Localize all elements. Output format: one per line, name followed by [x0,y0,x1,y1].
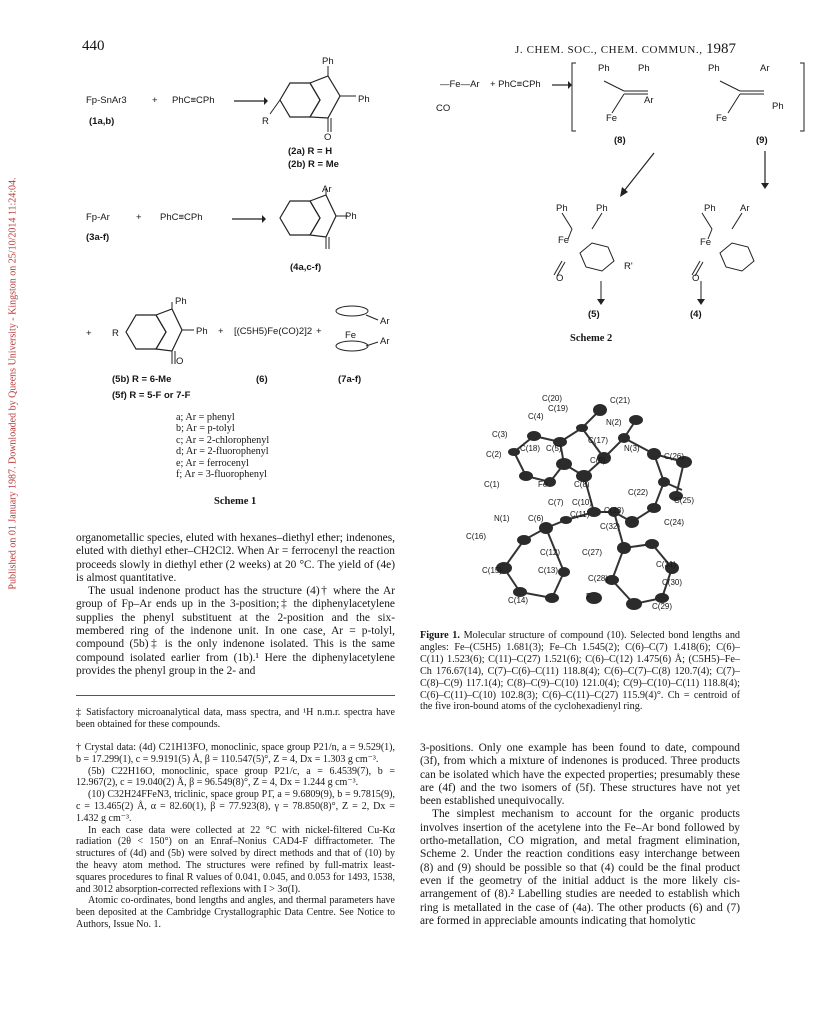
ph-label: Ph [638,63,650,74]
atom-label: C(12) [540,548,561,557]
r-label: R [112,328,119,339]
atom-label: Fe [538,480,548,489]
co-label: CO [436,103,451,114]
arrow-to-5 [618,151,658,201]
ph-label: Ph [704,203,716,214]
list-item: a; Ar = phenyl [176,412,235,423]
o-label: O [324,132,332,143]
atom-label: C(1) [484,480,500,489]
fe-label: Fe [345,330,357,341]
plus-sign: + [316,326,322,337]
ar-label: Ar [380,336,390,347]
caption-head: Figure 1. [420,630,460,641]
atom-label: C(13) [538,566,559,575]
paragraph: organometallic species, eluted with hexanes–diethyl ether; indenones, eluted with diethyl ether–CH2Cl2. When Ar = ferrocenyl the reaction proceeds slowly in diethyl ether (2 weeks) at 20 °C. The yield of (4e) is almost quantitative. [76,532,395,584]
label-2a: (2a) R = H [288,146,333,157]
dimer-formula: [(C5H5)Fe(CO)2]2 [234,326,313,337]
download-note: Published on 01 January 1987. Downloaded by Queens University - Kingston on 25/10/2014 11:24:04. [7,177,19,590]
fe-label: Fe [716,113,728,124]
o-label: O [556,273,564,284]
figure-1-caption [420,630,740,713]
atom-label: C(4) [528,412,544,421]
metallacycle-4 [672,205,772,285]
scheme-1-title: Scheme 1 [214,496,257,507]
atom-label: C(3) [492,430,508,439]
scheme-2-title: Scheme 2 [570,333,613,344]
atom-label: C(15) [482,566,503,575]
figure-1-ortep [464,372,704,622]
footnote: † Crystal data: (4d) C21H13FO, monoclinic, space group P21/n, a = 9.529(1), b = 17.299(1), c = 9.9191(5) Å, β = 110.547(5)°, Z = 4, Dx = 1.303 g cm⁻³. [76,742,395,765]
ph-label: Ph [596,203,608,214]
ph-label: Ph [175,296,187,307]
atom-label: N(1) [494,514,510,523]
atom-label: C(8) [574,480,590,489]
ar-substituent-list [176,412,269,480]
left-column-text [76,532,395,678]
atom-label: C(30) [662,578,683,587]
list-item: e; Ar = ferrocenyl [176,457,249,469]
label-5b: (5b) R = 6-Me [112,374,172,385]
list-item: d; Ar = 2-fluorophenyl [176,446,269,458]
reaction-arrow [232,214,266,224]
ar-label: Ar [322,184,332,195]
ar-label: Ar [644,95,654,106]
atom-label: C(22) [628,488,649,497]
atom-label: F [586,592,591,601]
atom-label: C(21) [610,396,631,405]
atom-label: C(26) [664,452,685,461]
label-5f: (5f) R = 5-F or 7-F [112,390,191,401]
label-9: (9) [756,135,768,146]
label-7af: (7a-f) [338,374,362,385]
atom-label: C(5) [546,444,562,453]
label-8: (8) [614,135,626,146]
atom-label: C(10) [572,498,593,507]
ferrocene-7-structure [330,302,390,358]
caption-text: Molecular structure of compound (10). Selected bond lengths and angles: Fe–(C5H5) 1.681(3); Fe–Ch 1.545(2); C(6)–C(7) 1.418(6); C(6)–C(11) 1.523(6); C(11)–C(27) 1.521(6); C(6)–C(12) 1.475(6) Å; (C5H5)–Fe–Ch 176.67(14), C(7)–C(6)–C(11) 118.8(4); C(6)–C(7)–C(8) 120.7(4); C(7)–C(8)–C(9) 117.1(4); C(8)–C(9)–C(10) 121.0(4); C(9)–C(10)–C(11) 118.8(4); C(6)–C(11)–C(10) 102.8(3); C(6)–C(11)–C(27) 115.9(4)°. Ch = centroid of the five iron-bound atoms of the cyclohexadienyl ring. [420,630,741,713]
reaction-arrow [552,80,572,90]
down-arrow [596,281,606,305]
paragraph: 3-positions. Only one example has been found to date, compound (3f), from which a mixture of indenones is produced. Three products can be isolated which have the expected properties; presumably these are (4f) and the two isomers of (5f). These structures have not yet been established unequivocally. [420,742,740,808]
footnote: (5b) C22H16O, monoclinic, space group P21/c, a = 6.4539(7), b = 12.967(2), c = 19.040(2) Å, β = 96.549(8)°, Z = 4, Dx = 1.244 g cm⁻³. [76,765,395,789]
footnote: In each case data were collected at 22 °C with nickel-filtered Cu-Kα radiation (2θ < 150°) on an Enraf–Nonius CAD4-F diffractometer. The structures of (4d) and (5b) were solved by direct methods and that of (10) by the heavy atom method. The structures were refined by full-matrix least-squares procedures to final R values of 0.041, 0.045, and 0.053 for 1493, 1538, and 3012 absorption-corrected reflexions with I > 3σ(I). [76,824,395,895]
ph-label: Ph [345,211,357,222]
label-2b: (2b) R = Me [288,159,339,170]
label-4: (4) [690,309,702,320]
paragraph: The simplest mechanism to account for the organic products involves insertion of the acetylene into the Fe–Ar bond followed by ortho-metallation, CO migration, and metal fragment elimination, Scheme 2. Under the reaction conditions easy interchange between (8) and (9) should be possible so that (4) could be the final product even if the geometry of the initial adduct is the more likely cis-arrangement of (8).² Labelling studies are needed to establish which ring is metallated in the case of (4a). The other products (6) and (7) are formed in appreciable amounts indicating that homolytic [420,808,740,927]
footnote: ‡ Satisfactory microanalytical data, mass spectra, and ¹H n.m.r. spectra have been obtained for these compounds. [76,707,395,730]
journal-name: J. CHEM. SOC., CHEM. COMMUN., [515,44,703,56]
paragraph: The usual indenone product has the structure (4)† where the Ar group of Fp–Ar ends up in the 3-position;‡ the diphenylacetylene supplies the phenyl substituent at the 2-position and the six-membered ring of the indenone unit. In one case, Ar = p-tolyl, compound (5b)‡ is the only indenone isolated. This is the same compound isolated earlier from (1b).¹ Here the diphenylacetylene provides the phenyl group in the 2- and [76,585,395,677]
ar-label: Ar [740,203,750,214]
o-label: O [176,356,184,367]
footnotes-block [76,707,395,731]
atom-label: C(9) [590,456,606,465]
ar-label: Ar [380,316,390,327]
atom-label: C(17) [588,436,609,445]
scheme-2 [410,55,819,355]
right-column-text [420,742,740,928]
ph-label: Ph [322,56,334,67]
plus-sign: + [136,212,142,223]
ph-label: Ph [196,326,208,337]
scheme-1 [0,0,410,520]
ph-label: Ph [358,94,370,105]
atom-label: C(27) [582,548,603,557]
label-5: (5) [588,309,600,320]
list-item: f; Ar = 3-fluorophenyl [176,469,267,481]
down-arrow [696,281,706,305]
plus-sign: + [218,326,224,337]
alkyne-reagent: PhC≡CPh [160,212,203,223]
atom-label: C(28) [588,574,609,583]
atom-label: C(20) [542,394,563,403]
plus-sign: + [152,95,158,106]
atom-label: C(23) [604,506,625,515]
atom-label: C(24) [664,518,685,527]
fe-label: Fe [700,237,712,248]
atom-label: C(31) [656,560,677,569]
metallacycle-5 [540,205,640,285]
atom-label: N(3) [624,444,640,453]
ortep-bonds [464,372,704,622]
atom-label: C(29) [652,602,673,611]
atom-label: C(19) [548,404,569,413]
ar-label: Ar [760,63,770,74]
atom-label: C(16) [466,532,487,541]
fe-label: Fe [606,113,618,124]
atom-label: C(18) [520,444,541,453]
label-1ab: (1a,b) [89,116,115,127]
crystal-data-footnote [76,742,395,931]
indenone-5-structure [120,302,210,374]
r-label: R [262,116,269,127]
ph-label: Ph [556,203,568,214]
ph-label: Ph [772,101,784,112]
ph-label: Ph [708,63,720,74]
journal-year: 1987 [705,41,736,57]
atom-label: C(6) [528,514,544,523]
o-label: O [692,273,700,284]
atom-label: C(25) [674,496,695,505]
footnote: (10) C32H24FFeN3, triclinic, space group P1̄, a = 9.6809(9), b = 9.7815(9), c = 13.465(2) Å, α = 82.60(1), β = 77.923(8), γ = 78.850(8)°, Z = 2, Dx = 1.432 g cm⁻³. [76,789,395,824]
label-3af: (3a-f) [86,232,110,243]
plus-sign: + [86,328,92,339]
alkyne-reagent: PhC≡CPh [172,95,215,106]
arrow-to-4 [760,151,770,191]
atom-label: C(7) [548,498,564,507]
atom-label: C(11) [570,510,590,519]
list-item: c; Ar = 2-chlorophenyl [176,434,270,446]
label-4acf: (4a,c-f) [290,262,322,273]
fe-label: Fe [558,235,570,246]
r-prime-label: R' [624,261,633,272]
reactant-fp-ar: Fp-Ar [86,212,110,223]
footnote-divider [76,695,395,696]
page-number: 440 [82,38,105,54]
atom-label: C(14) [508,596,529,605]
label-6: (6) [256,374,268,385]
alkyne-reagent: + PhC≡CPh [490,79,541,90]
reactant-fp-snar3: Fp-SnAr3 [86,95,127,106]
atom-label: N(2) [606,418,622,427]
footnote: Atomic co-ordinates, bond lengths and angles, and thermal parameters have been deposited at the Cambridge Crystallographic Data Centre. See Notice to Authors, Issue No. 1. [76,895,395,930]
atom-label: C(2) [486,450,502,459]
ph-label: Ph [598,63,610,74]
list-item: b; Ar = p-tolyl [176,423,235,435]
reactant-fe-ar: —Fe—Ar [440,79,480,90]
atom-label: C(32) [600,522,621,531]
